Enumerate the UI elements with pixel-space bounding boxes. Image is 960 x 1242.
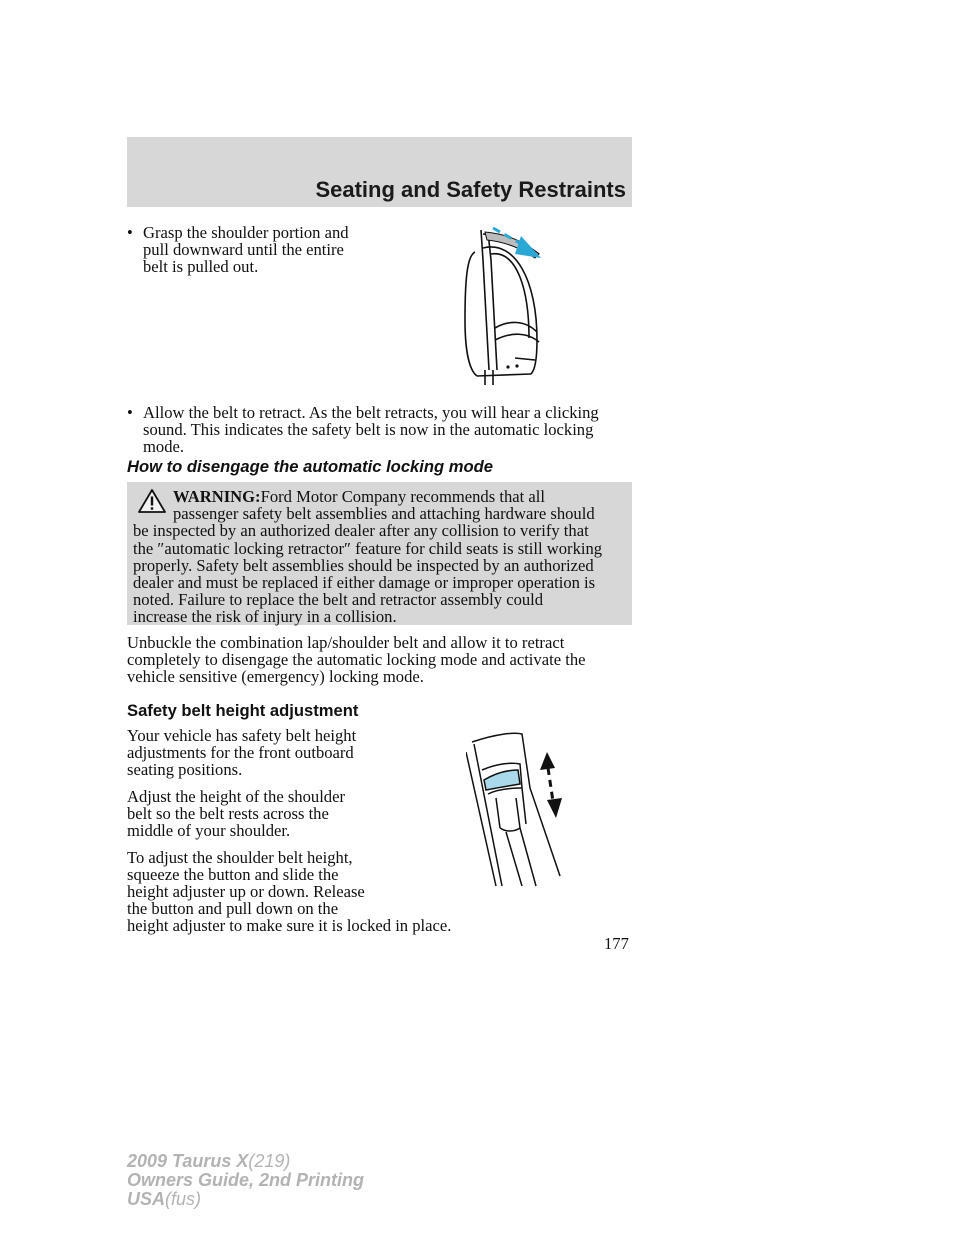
- warning-text: [133, 488, 625, 626]
- warning-box: [127, 482, 632, 625]
- pull-direction-arrow: [493, 228, 541, 258]
- section-header: [127, 137, 632, 207]
- warning-line: passenger safety belt assemblies and attaching hardware should: [173, 504, 595, 524]
- paragraph-adjust-height: [127, 788, 345, 839]
- paragraph-line: squeeze the button and slide the: [127, 865, 339, 884]
- paragraph-line: To adjust the shoulder belt height,: [127, 848, 353, 867]
- section-heading-height-adjustment: Safety belt height adjustment: [127, 701, 359, 720]
- warning-line: increase the risk of injury in a collision.: [133, 607, 397, 627]
- paragraph-how-to-adjust: [127, 849, 451, 934]
- footer-printing: Owners Guide, 2nd Printing: [127, 1170, 365, 1190]
- warning-line: the ″automatic locking retractor″ feature for child seats is still working: [133, 538, 603, 558]
- footer-model: 2009 Taurus X: [127, 1151, 249, 1171]
- bullet-line: belt is pulled out.: [143, 257, 259, 276]
- paragraph-line: completely to disengage the automatic locking mode and activate the: [127, 650, 586, 669]
- paragraph-line: Unbuckle the combination lap/shoulder belt and allow it to retract: [127, 633, 565, 652]
- paragraph-line: seating positions.: [127, 760, 243, 779]
- page-number: 177: [604, 934, 629, 953]
- paragraph-line: height adjuster to make sure it is locked in place.: [127, 916, 452, 935]
- paragraph-line: the button and pull down on the: [127, 899, 339, 918]
- bullet-line: pull downward until the entire: [143, 240, 344, 259]
- paragraph-line: height adjuster up or down. Release: [127, 882, 365, 901]
- paragraph-vehicle-has: [127, 727, 356, 778]
- section-title: Seating and Safety Restraints: [315, 177, 626, 202]
- paragraph-line: belt so the belt rests across the: [127, 804, 329, 823]
- belt-height-adjuster-illustration: [466, 728, 566, 888]
- up-down-arrow: [540, 752, 562, 818]
- section-heading-disengage: How to disengage the automatic locking mode: [127, 457, 494, 476]
- warning-first-line: Ford Motor Company recommends that all: [260, 487, 545, 506]
- paragraph-line: vehicle sensitive (emergency) locking mode.: [127, 667, 424, 686]
- bullet-symbol: •: [127, 223, 133, 242]
- warning-line: be inspected by an authorized dealer after any collision to verify that: [133, 521, 589, 541]
- seat-belt-pull-illustration: [455, 220, 555, 390]
- paragraph-line: adjustments for the front outboard: [127, 743, 354, 762]
- warning-line: properly. Safety belt assemblies should be inspected by an authorized: [133, 555, 594, 575]
- bullet-symbol: •: [127, 403, 133, 422]
- footer-market-code: (fus): [165, 1189, 202, 1209]
- bullet-line: mode.: [143, 437, 185, 456]
- footer-code: (219): [248, 1151, 291, 1171]
- paragraph-line: middle of your shoulder.: [127, 821, 291, 840]
- footer-market: USA: [127, 1189, 166, 1209]
- bullet-line: sound. This indicates the safety belt is now in the automatic locking: [143, 420, 594, 439]
- bullet-item-grasp: [127, 224, 349, 275]
- paragraph-unbuckle: [127, 634, 585, 685]
- warning-line: dealer and must be replaced if either damage or improper operation is: [133, 573, 596, 593]
- warning-label: WARNING:: [173, 487, 261, 506]
- paragraph-line: Adjust the height of the shoulder: [127, 787, 345, 806]
- document-footer: [127, 1152, 364, 1209]
- bullet-line: Grasp the shoulder portion and: [143, 223, 349, 242]
- paragraph-line: Your vehicle has safety belt height: [127, 726, 357, 745]
- warning-line: noted. Failure to replace the belt and retractor assembly could: [133, 590, 544, 610]
- bullet-line: Allow the belt to retract. As the belt retracts, you will hear a clicking: [143, 403, 599, 422]
- bullet-item-allow-retract: [127, 404, 599, 455]
